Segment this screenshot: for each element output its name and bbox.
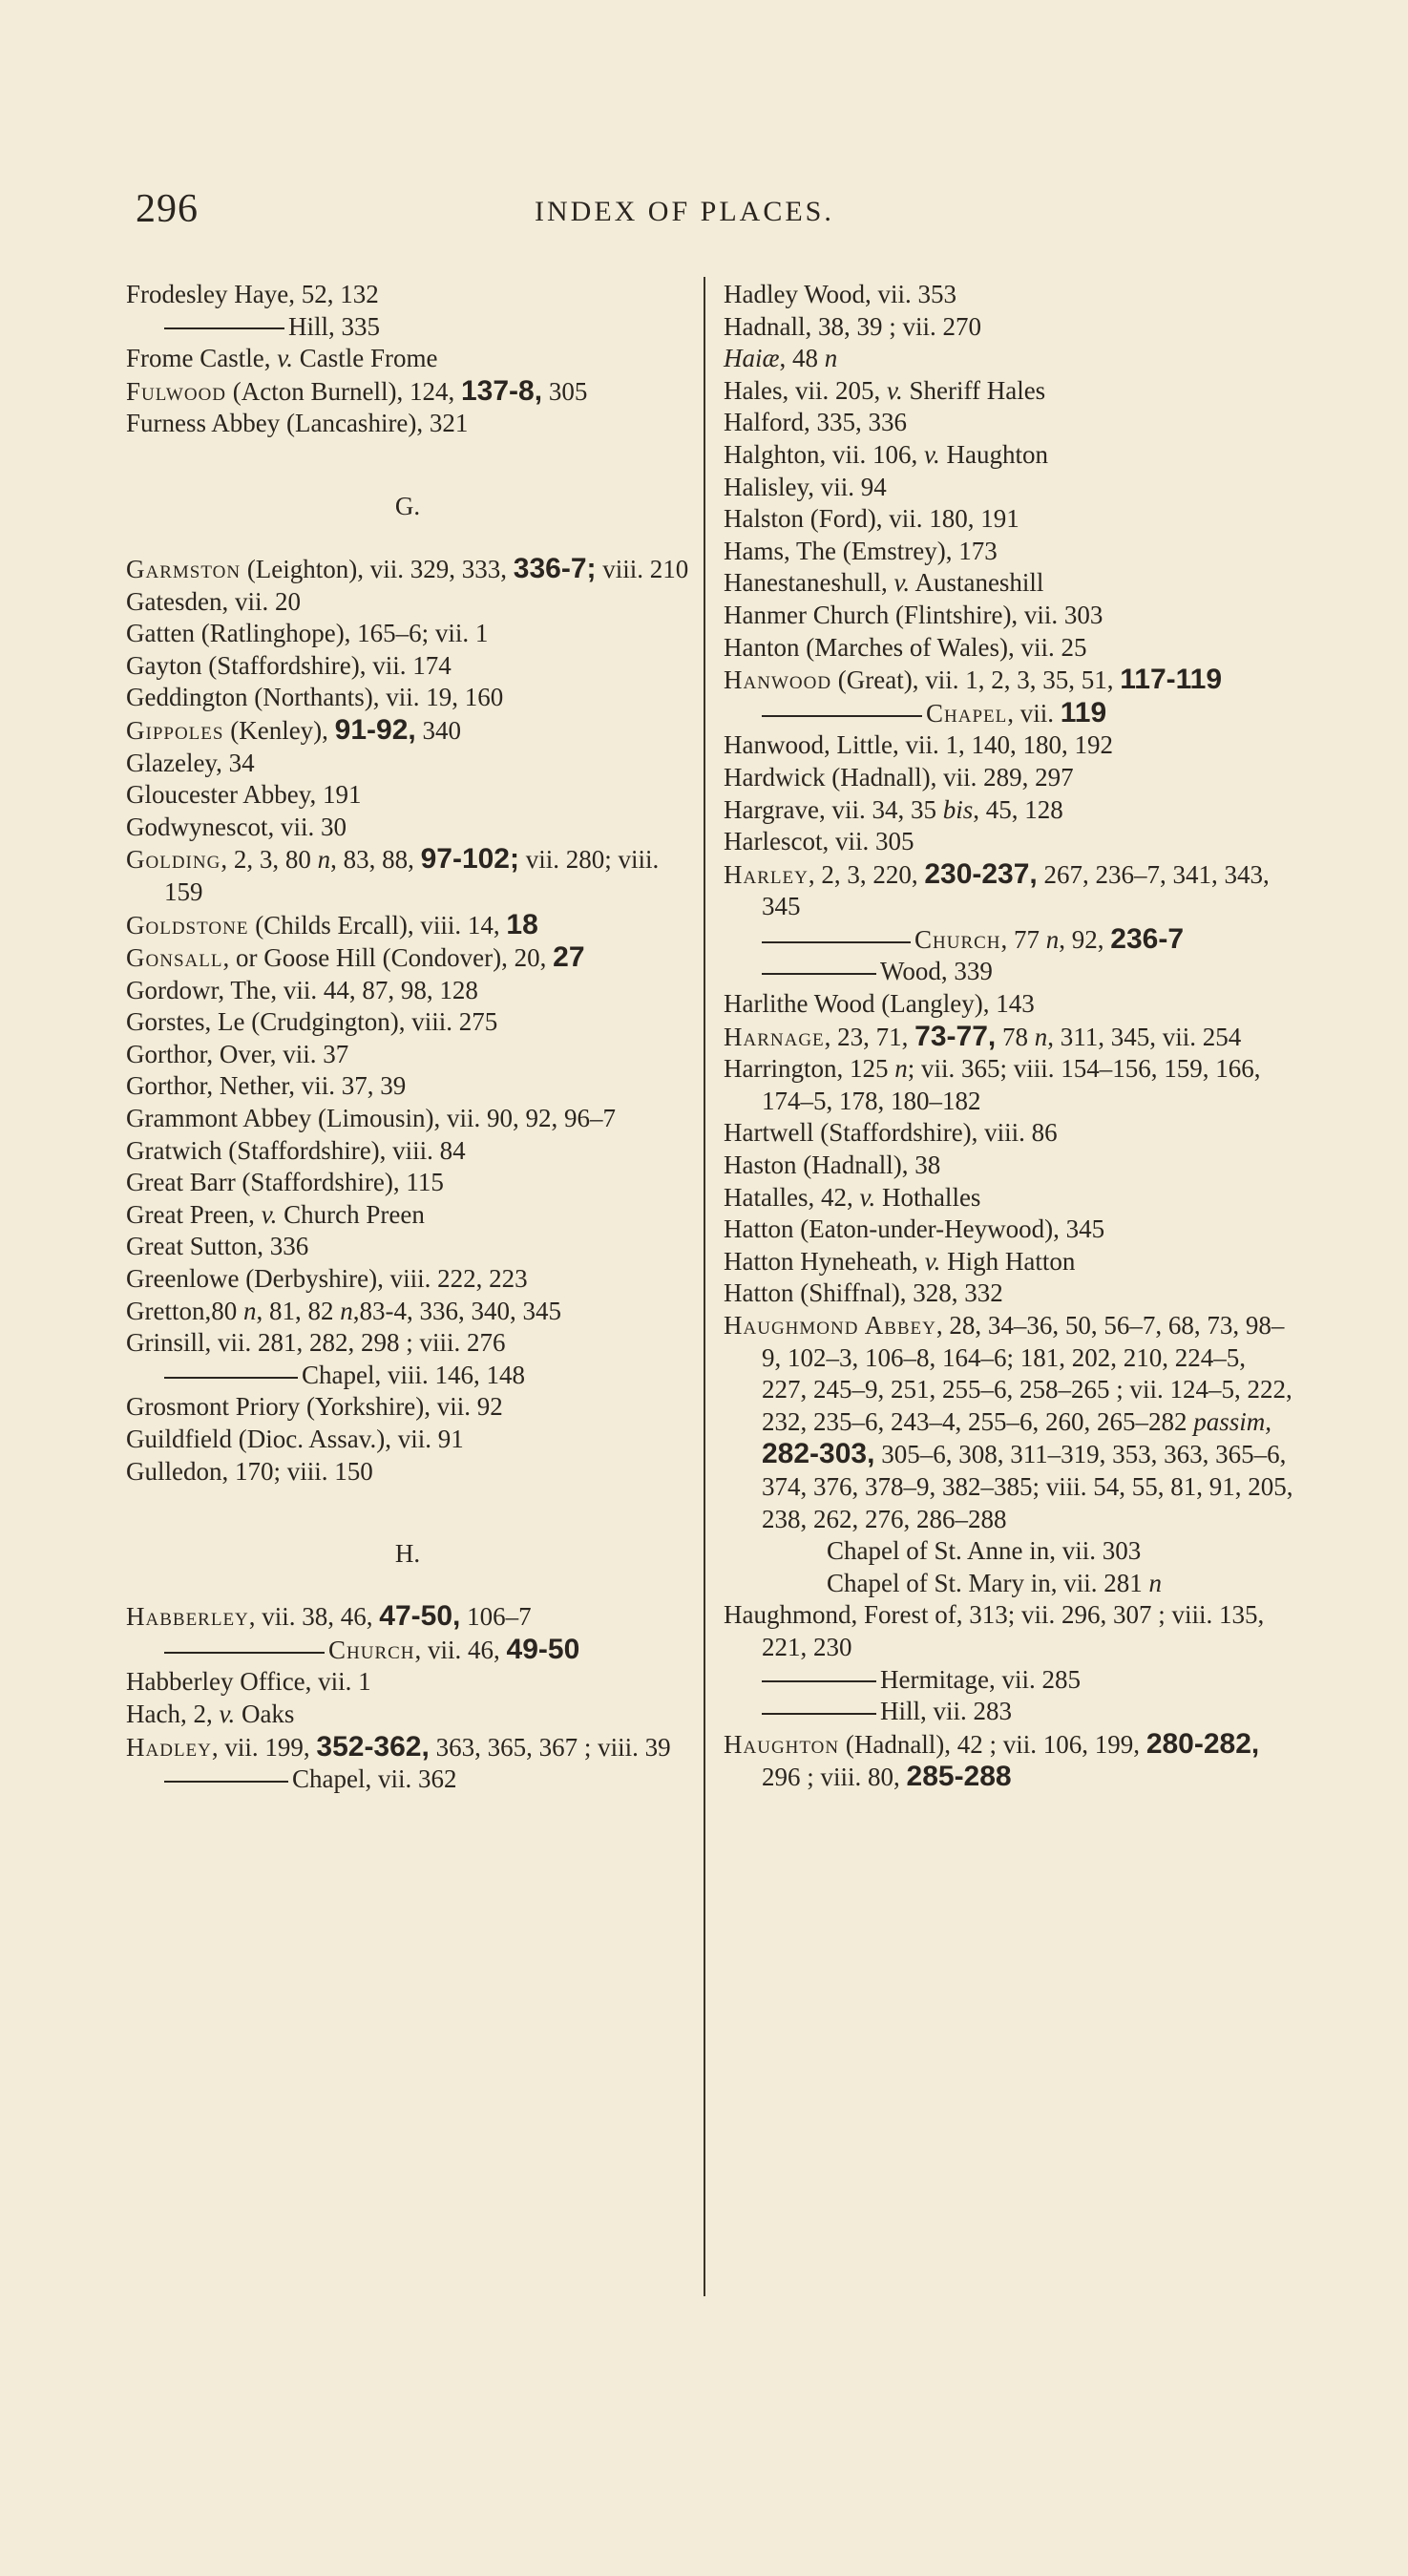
ditto-dash — [164, 1781, 288, 1783]
index-subentry: Chapel, vii. 362 — [126, 1763, 689, 1796]
ditto-dash — [762, 1680, 876, 1682]
index-entry: Halisley, vii. 94 — [724, 472, 887, 501]
index-subentry: Church, 77 n, 92, 236-7 — [724, 923, 1296, 957]
ditto-dash — [164, 1652, 325, 1654]
index-entry: Hadley Wood, vii. 353 — [724, 280, 957, 308]
right-column — [724, 279, 1296, 1794]
index-subentry: Hill, vii. 283 — [724, 1696, 1296, 1728]
index-subentry: Chapel, viii. 146, 148 — [126, 1360, 689, 1392]
index-entry: Habberley, vii. 38, 46, 47-50, 106–7 — [126, 1600, 532, 1633]
page-number: 296 — [136, 187, 199, 231]
running-title: INDEX OF PLACES. — [535, 196, 834, 227]
index-entry: Hargrave, vii. 34, 35 bis, 45, 128 — [724, 794, 1063, 824]
index-entry: Haughmond Abbey, 28, 34–36, 50, 56–7, 68, 73, 98–9, 102–3, 106–8, 164–6; 181, 202, 210, 224–5, 227, 245–9, 251, 255–6, 258–265 ; vii. 124–5, 222, 232, 235–6, 243–4, 255–6, 260, 265–282 passim, 282-303, 305–6, 308, 311–319, 353, 363, 365–6, 374, 376, 378–9, 382–385; viii. 54, 55, 81, 91, 205, 238, 262, 276, 286–288 — [724, 1311, 1293, 1533]
section-letter: H. — [394, 1539, 421, 1569]
index-entry: Hadnall, 38, 39 ; vii. 270 — [724, 311, 981, 341]
index-entry: Furness Abbey (Lancashire), 321 — [126, 409, 469, 438]
ditto-dash — [762, 941, 911, 943]
index-entry: Hach, 2, v. Oaks — [126, 1699, 295, 1728]
index-entry: Harley, 2, 3, 220, 230-237, 267, 236–7, 341, 343, 345 — [724, 857, 1270, 921]
index-entry: Frodesley Haye, 52, 132 — [126, 280, 379, 308]
ditto-dash — [164, 327, 284, 329]
index-entry: Gonsall, or Goose Hill (Condover), 20, 27 — [126, 941, 585, 974]
index-entry: Great Barr (Staffordshire), 115 — [126, 1168, 444, 1197]
index-entry: Geddington (Northants), vii. 19, 160 — [126, 683, 504, 712]
index-entry: Godwynescot, vii. 30 — [126, 812, 347, 841]
index-entry: Hanwood, Little, vii. 1, 140, 180, 192 — [724, 730, 1113, 760]
index-entry: Great Preen, v. Church Preen — [126, 1199, 425, 1229]
index-entry: Halghton, vii. 106, v. Haughton — [724, 439, 1048, 469]
index-entry: Haiæ, 48 n — [724, 344, 838, 373]
index-entry: Gorthor, Over, vii. 37 — [126, 1039, 349, 1068]
index-entry: Gorthor, Nether, vii. 37, 39 — [126, 1071, 407, 1101]
index-entry: Greenlowe (Derbyshire), viii. 222, 223 — [126, 1264, 528, 1294]
left-column — [126, 279, 689, 1796]
index-entry: Hatton (Eaton-under-Heywood), 345 — [724, 1214, 1105, 1244]
index-entry: Hatton Hyneheath, v. High Hatton — [724, 1246, 1076, 1276]
index-entry: Hanestaneshull, v. Austaneshill — [724, 568, 1044, 598]
index-subentry: Hermitage, vii. 285 — [724, 1664, 1296, 1697]
index-entry: Grosmont Priory (Yorkshire), vii. 92 — [126, 1392, 503, 1422]
index-subentry: Hill, 335 — [126, 311, 689, 344]
index-entry: Gretton,80 n, 81, 82 n,83-4, 336, 340, 345 — [126, 1296, 561, 1325]
index-entry: Glazeley, 34 — [126, 748, 255, 777]
index-entry: Gippoles (Kenley), 91-92, 340 — [126, 713, 461, 746]
index-entry: Halston (Ford), vii. 180, 191 — [724, 504, 1019, 534]
index-entry: Garmston (Leighton), vii. 329, 333, 336-7; viii. 210 — [126, 552, 689, 584]
ditto-dash — [762, 715, 922, 717]
index-subentry: Chapel of St. Mary in, vii. 281 n — [827, 1568, 1162, 1597]
index-entry: Guildfield (Dioc. Assav.), vii. 91 — [126, 1425, 464, 1453]
index-subentry: Church, vii. 46, 49-50 — [126, 1634, 689, 1667]
ditto-dash — [164, 1377, 298, 1379]
index-entry: Gatesden, vii. 20 — [126, 586, 301, 616]
index-entry: Habberley Office, vii. 1 — [126, 1667, 371, 1697]
index-subentry: Wood, 339 — [724, 956, 1296, 988]
index-entry: Halford, 335, 336 — [724, 408, 907, 437]
index-entry: Haston (Hadnall), 38 — [724, 1151, 941, 1180]
index-entry: Hales, vii. 205, v. Sheriff Hales — [724, 375, 1046, 405]
index-entry: Hardwick (Hadnall), vii. 289, 297 — [724, 762, 1074, 792]
index-entry: Gorstes, Le (Crudgington), viii. 275 — [126, 1007, 498, 1037]
index-entry: Grammont Abbey (Limousin), vii. 90, 92, 96–7 — [126, 1104, 616, 1133]
index-entry: Gloucester Abbey, 191 — [126, 780, 362, 810]
index-entry: Hams, The (Emstrey), 173 — [724, 536, 998, 565]
column-divider — [704, 277, 705, 2296]
index-entry: Gatten (Ratlinghope), 165–6; vii. 1 — [126, 619, 489, 648]
index-entry: Hartwell (Staffordshire), viii. 86 — [724, 1118, 1058, 1148]
index-entry: Haughmond, Forest of, 313; vii. 296, 307 ; viii. 135, 221, 230 — [724, 1600, 1265, 1661]
index-entry: Harlescot, vii. 305 — [724, 827, 914, 856]
index-entry: Great Sutton, 336 — [126, 1232, 309, 1261]
index-entry: Hatton (Shiffnal), 328, 332 — [724, 1278, 1003, 1308]
ditto-dash — [762, 973, 876, 975]
index-entry: Gordowr, The, vii. 44, 87, 98, 128 — [126, 975, 478, 1004]
section-letter: G. — [394, 491, 421, 520]
index-subentry: Chapel, vii. 119 — [724, 697, 1296, 730]
index-entry: Gulledon, 170; viii. 150 — [126, 1456, 373, 1486]
index-entry: Hanmer Church (Flintshire), vii. 303 — [724, 600, 1103, 629]
page-header — [0, 186, 1408, 243]
index-entry: Golding, 2, 3, 80 n, 83, 88, 97-102; vii. 280; viii. 159 — [126, 843, 660, 906]
index-entry: Hatalles, 42, v. Hothalles — [724, 1182, 981, 1212]
index-entry: Harnage, 23, 71, 73-77, 78 n, 311, 345, vii. 254 — [724, 1020, 1242, 1052]
index-entry: Hadley, vii. 199, 352-362, 363, 365, 367 ; viii. 39 — [126, 1730, 671, 1763]
index-entry: Harrington, 125 n; vii. 365; viii. 154–156, 159, 166, 174–5, 178, 180–182 — [724, 1054, 1261, 1115]
index-entry: Gratwich (Staffordshire), viii. 84 — [126, 1135, 466, 1165]
index-entry: Goldstone (Childs Ercall), viii. 14, 18 — [126, 908, 538, 940]
ditto-dash — [762, 1713, 876, 1715]
index-entry: Harlithe Wood (Langley), 143 — [724, 989, 1035, 1019]
index-entry: Gayton (Staffordshire), vii. 174 — [126, 650, 452, 680]
index-subentry: Chapel of St. Anne in, vii. 303 — [827, 1536, 1142, 1566]
index-entry: Haughton (Hadnall), 42 ; vii. 106, 199, 280-282, 296 ; viii. 80, 285-288 — [724, 1727, 1260, 1793]
index-entry: Fulwood (Acton Burnell), 124, 137-8, 305 — [126, 374, 588, 407]
index-entry: Frome Castle, v. Castle Frome — [126, 344, 438, 373]
index-entry: Hanwood (Great), vii. 1, 2, 3, 35, 51, 117-119 — [724, 664, 1223, 696]
index-entry: Hanton (Marches of Wales), vii. 25 — [724, 632, 1087, 662]
index-entry: Grinsill, vii. 281, 282, 298 ; viii. 276 — [126, 1328, 506, 1358]
